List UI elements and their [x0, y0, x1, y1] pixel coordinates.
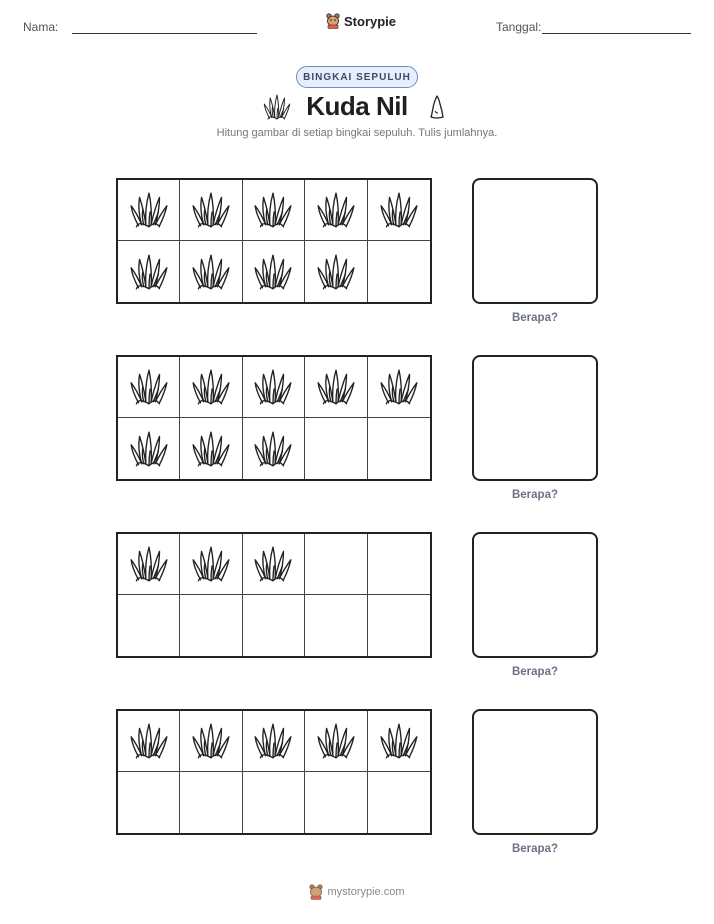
- ten-frame-cell: [180, 357, 242, 418]
- ten-frame-cell: [118, 772, 180, 833]
- ten-frame-cell: [243, 711, 305, 772]
- grass-icon: [128, 189, 170, 231]
- ten-frame-cell: [118, 418, 180, 479]
- name-line[interactable]: [72, 33, 257, 34]
- grass-icon: [252, 428, 294, 470]
- grass-icon: [190, 366, 232, 408]
- grass-icon: [190, 543, 232, 585]
- answer-label: Berapa?: [511, 666, 559, 678]
- ten-frame-cell: [243, 534, 305, 595]
- ten-frame-cell: [180, 180, 242, 241]
- ten-frame-cell: [305, 595, 367, 656]
- ten-frame-cell: [180, 711, 242, 772]
- grass-icon: [252, 366, 294, 408]
- brand-name: Storypie: [344, 13, 397, 29]
- ten-frame-cell: [243, 241, 305, 302]
- answer-box[interactable]: [472, 178, 598, 304]
- date-label: Tanggal:: [496, 20, 542, 34]
- worksheet-title: Kuda Nil: [306, 91, 408, 121]
- grass-icon: [315, 366, 357, 408]
- grass-icon: [128, 251, 170, 293]
- ten-frame-cell: [368, 180, 430, 241]
- grass-icon: [128, 428, 170, 470]
- grass-icon: [315, 720, 357, 762]
- tooth-icon: [428, 94, 446, 120]
- storypie-mascot-icon: [326, 13, 340, 29]
- ten-frame-cell: [305, 772, 367, 833]
- worksheet-type-badge: BINGKAI SEPULUH: [296, 66, 418, 88]
- ten-frame-cell: [180, 418, 242, 479]
- answer-box[interactable]: [472, 709, 598, 835]
- ten-frame: [116, 355, 432, 481]
- ten-frame-cell: [118, 357, 180, 418]
- grass-icon: [190, 720, 232, 762]
- ten-frame: [116, 178, 432, 304]
- grass-icon: [252, 189, 294, 231]
- ten-frame: [116, 532, 432, 658]
- grass-icon: [252, 251, 294, 293]
- ten-frame-cell: [305, 534, 367, 595]
- grass-icon: [315, 251, 357, 293]
- ten-frame-cell: [368, 772, 430, 833]
- ten-frame-cell: [180, 241, 242, 302]
- answer-label: Berapa?: [511, 312, 559, 324]
- grass-icon: [378, 189, 420, 231]
- ten-frame-cell: [180, 534, 242, 595]
- grass-icon: [252, 720, 294, 762]
- brand-logo: [326, 13, 396, 29]
- grass-icon: [190, 189, 232, 231]
- ten-frame-cell: [305, 241, 367, 302]
- grass-icon: [128, 543, 170, 585]
- grass-icon: [128, 720, 170, 762]
- name-label: Nama:: [23, 20, 59, 34]
- ten-frame-cell: [180, 595, 242, 656]
- ten-frame-cell: [118, 534, 180, 595]
- ten-frame-cell: [243, 595, 305, 656]
- ten-frame-cell: [118, 241, 180, 302]
- ten-frame-cell: [180, 772, 242, 833]
- answer-label: Berapa?: [511, 843, 559, 855]
- ten-frame-cell: [243, 357, 305, 418]
- storypie-mascot-icon: [309, 884, 323, 900]
- ten-frame-cell: [368, 418, 430, 479]
- ten-frame-cell: [368, 534, 430, 595]
- instructions: Hitung gambar di setiap bingkai sepuluh. Tulis jumlahnya.: [216, 127, 498, 139]
- answer-box[interactable]: [472, 532, 598, 658]
- grass-icon: [378, 720, 420, 762]
- grass-icon: [315, 189, 357, 231]
- ten-frame-cell: [243, 180, 305, 241]
- grass-icon: [378, 366, 420, 408]
- ten-frame-cell: [118, 711, 180, 772]
- ten-frame: [116, 709, 432, 835]
- ten-frame-cell: [243, 772, 305, 833]
- ten-frame-cell: [118, 180, 180, 241]
- grass-icon: [190, 251, 232, 293]
- ten-frame-cell: [368, 595, 430, 656]
- ten-frame-cell: [305, 711, 367, 772]
- answer-label: Berapa?: [511, 489, 559, 501]
- grass-icon: [190, 428, 232, 470]
- ten-frame-cell: [368, 241, 430, 302]
- ten-frame-cell: [118, 595, 180, 656]
- ten-frame-cell: [305, 357, 367, 418]
- footer-url[interactable]: mystorypie.com: [327, 886, 405, 898]
- ten-frame-cell: [243, 418, 305, 479]
- ten-frame-cell: [368, 357, 430, 418]
- ten-frame-cell: [368, 711, 430, 772]
- answer-box[interactable]: [472, 355, 598, 481]
- date-line[interactable]: [542, 33, 691, 34]
- ten-frame-cell: [305, 418, 367, 479]
- grass-icon: [128, 366, 170, 408]
- grass-icon: [252, 543, 294, 585]
- ten-frame-cell: [305, 180, 367, 241]
- footer: [0, 884, 714, 900]
